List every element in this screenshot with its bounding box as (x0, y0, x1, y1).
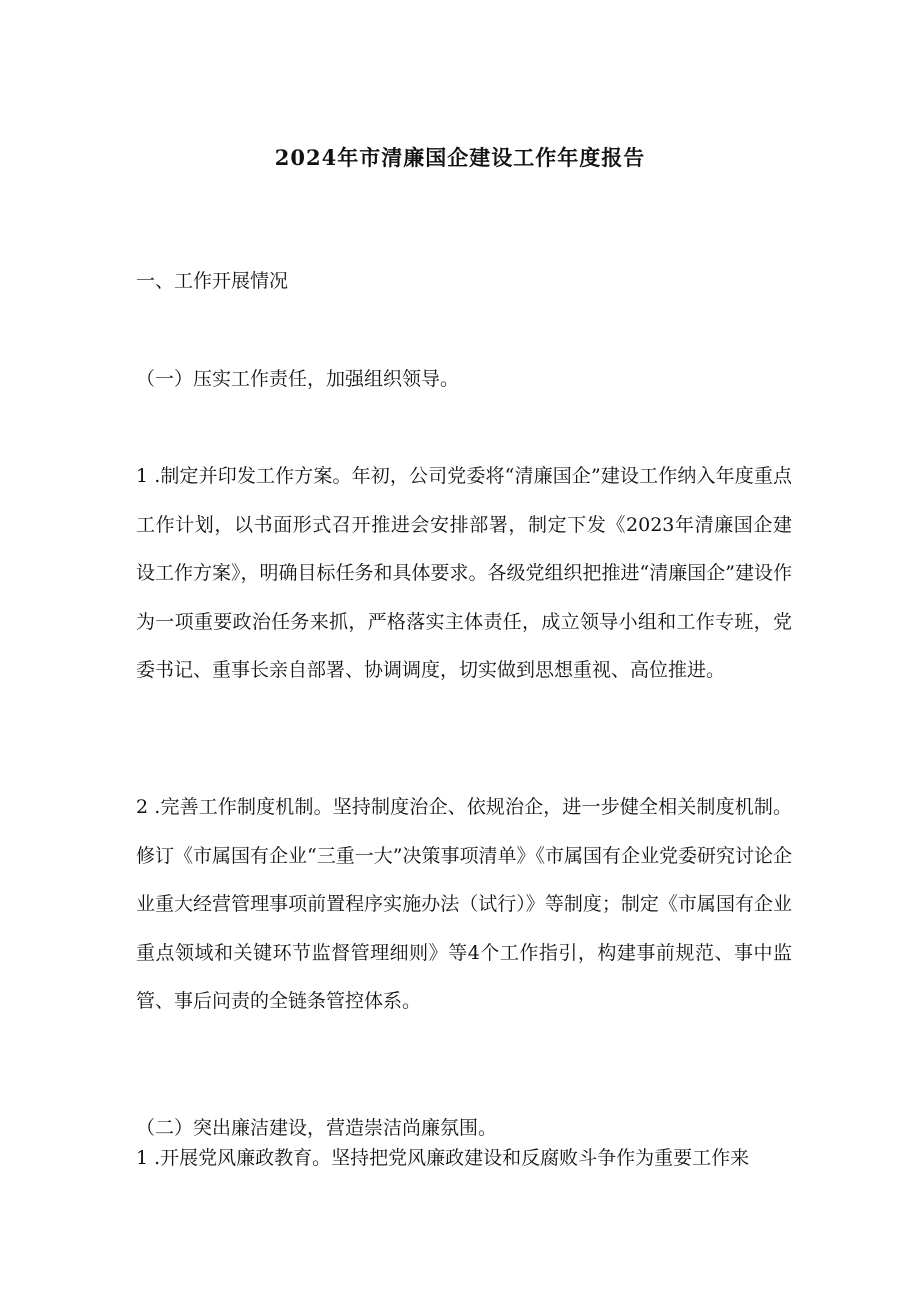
paragraph-work-plan: 1 .制定并印发工作方案。年初，公司党委将“清廉国企”建设工作纳入年度重点工作计划，以书面形式召开推进会安排部署，制定下发《2023年清廉国企建设工作方案》，明确目标任务和具体要求。各级党组织把推进“清廉国企”建设作为一项重要政治任务来抓，严格落实主体责任，成立领导小组和工作专班，党委书记、重事长亲自部署、协调调度，切实做到思想重视、高位推进。 (136, 465, 792, 682)
subsection-heading-responsibility: （一）压实工作责任，加强组织领导。 (136, 368, 460, 390)
subsection-heading-integrity: （二）突出廉洁建设，营造崇洁尚廉氛围。 (136, 1117, 498, 1139)
section-heading-work-status: 一、工作开展情况 (136, 270, 289, 292)
paragraph-system-mechanism: 2 .完善工作制度机制。坚持制度治企、依规治企，进一步健全相关制度机制。修订《市属国有企业“三重一大”决策事项清单》《市属国有企业党委研究讨论企业重大经营管理事项前置程序实施办法（试行）》等制度；制定《市属国有企业重点领域和关键环节监督管理细则》等4个工作指引，构建事前规范、事中监管、事后问责的全链条管控体系。 (136, 796, 792, 1013)
document-title: 2024年市清廉国企建设工作年度报告 (274, 145, 646, 170)
paragraph-party-education: 1 .开展党风廉政教育。坚持把党风廉政建设和反腐败斗争作为重要工作来 (136, 1147, 750, 1169)
